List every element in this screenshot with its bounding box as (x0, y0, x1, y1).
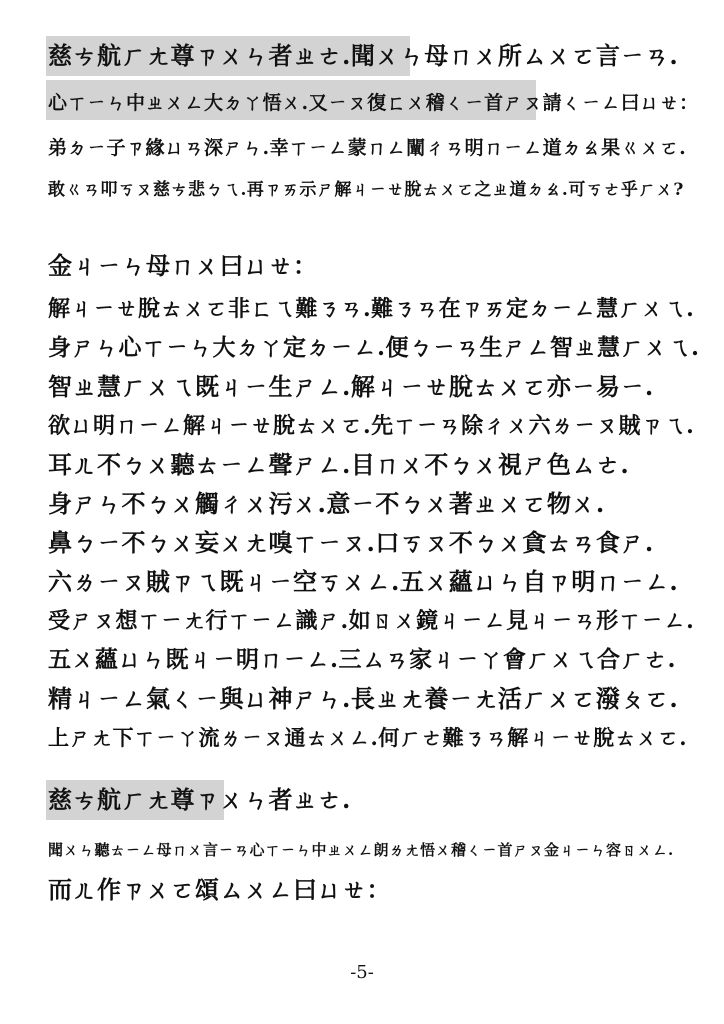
text-line: 聞ㄨㄣ聽ㄊㄧㄥ母ㄇㄨ言ㄧㄢ心ㄒㄧㄣ中ㄓㄨㄥ朗ㄌㄤ悟ㄨ稽ㄑㄧ首ㄕㄡ金ㄐㄧㄣ容ㄖㄨㄥ. (48, 841, 674, 859)
page-number: -5- (350, 962, 374, 983)
verse-line: 欲ㄩ明ㄇㄧㄥ解ㄐㄧㄝ脫ㄊㄨㄛ.先ㄒㄧㄢ除ㄔㄨ六ㄌㄧㄡ賊ㄗㄟ. (48, 413, 695, 439)
verse-line: 受ㄕㄡ想ㄒㄧㄤ行ㄒㄧㄥ識ㄕ.如ㄖㄨ鏡ㄐㄧㄥ見ㄐㄧㄢ形ㄒㄧㄥ. (48, 608, 695, 634)
verse-line: 上ㄕㄤ下ㄒㄧㄚ流ㄌㄧㄡ通ㄊㄨㄥ.何ㄏㄜ難ㄋㄢ解ㄐㄧㄝ脫ㄊㄨㄛ. (48, 725, 688, 750)
verse-line: 耳ㄦ不ㄅㄨ聽ㄊㄧㄥ聲ㄕㄥ.目ㄇㄨ不ㄅㄨ視ㄕ色ㄙㄜ. (48, 450, 630, 479)
verse-line: 鼻ㄅㄧ不ㄅㄨ妄ㄨㄤ嗅ㄒㄧㄡ.口ㄎㄡ不ㄅㄨ貪ㄊㄢ食ㄕ. (48, 528, 654, 557)
verse-line: 精ㄐㄧㄥ氣ㄑㄧ與ㄩ神ㄕㄣ.長ㄓㄤ養ㄧㄤ活ㄏㄨㄛ潑ㄆㄛ. (48, 684, 679, 713)
text-line: 慈ㄘ航ㄏㄤ尊ㄗㄨㄣ者ㄓㄜ.聞ㄨㄣ母ㄇㄨ所ㄙㄨㄛ言ㄧㄢ. (48, 41, 679, 70)
text-line: 慈ㄘ航ㄏㄤ尊ㄗㄨㄣ者ㄓㄜ. (48, 785, 351, 814)
verse-line: 身ㄕㄣ不ㄅㄨ觸ㄔㄨ污ㄨ.意ㄧ不ㄅㄨ著ㄓㄨㄛ物ㄨ. (48, 489, 605, 518)
text-line: 弟ㄉㄧ子ㄗ緣ㄩㄢ深ㄕㄣ.幸ㄒㄧㄥ蒙ㄇㄥ闡ㄔㄢ明ㄇㄧㄥ道ㄉㄠ果ㄍㄨㄛ. (48, 137, 687, 159)
text-line: 心ㄒㄧㄣ中ㄓㄨㄥ大ㄉㄚ悟ㄨ.又ㄧㄡ復ㄈㄨ稽ㄑㄧ首ㄕㄡ請ㄑㄧㄥ曰ㄩㄝ： (48, 92, 699, 114)
verse-line: 智ㄓ慧ㄏㄨㄟ既ㄐㄧ生ㄕㄥ.解ㄐㄧㄝ脫ㄊㄨㄛ亦ㄧ易ㄧ. (48, 372, 654, 401)
verse-line: 五ㄨ蘊ㄩㄣ既ㄐㄧ明ㄇㄧㄥ.三ㄙㄢ家ㄐㄧㄚ會ㄏㄨㄟ合ㄏㄜ. (48, 646, 677, 673)
text-line: 敢ㄍㄢ叩ㄎㄡ慈ㄘ悲ㄅㄟ.再ㄗㄞ示ㄕ解ㄐㄧㄝ脫ㄊㄨㄛ之ㄓ道ㄉㄠ.可ㄎㄜ乎ㄏㄨ? (48, 180, 684, 200)
text-line: 而ㄦ作ㄗㄨㄛ頌ㄙㄨㄥ曰ㄩㄝ： (48, 875, 391, 904)
verse-line: 解ㄐㄧㄝ脫ㄊㄨㄛ非ㄈㄟ難ㄋㄢ.難ㄋㄢ在ㄗㄞ定ㄉㄧㄥ慧ㄏㄨㄟ. (48, 296, 695, 322)
section-heading: 金ㄐㄧㄣ母ㄇㄨ曰ㄩㄝ： (48, 251, 318, 280)
verse-line: 六ㄌㄧㄡ賊ㄗㄟ既ㄐㄧ空ㄎㄨㄥ.五ㄨ蘊ㄩㄣ自ㄗ明ㄇㄧㄥ. (48, 567, 679, 596)
verse-line: 身ㄕㄣ心ㄒㄧㄣ大ㄉㄚ定ㄉㄧㄥ.便ㄅㄧㄢ生ㄕㄥ智ㄓ慧ㄏㄨㄟ. (48, 334, 700, 361)
